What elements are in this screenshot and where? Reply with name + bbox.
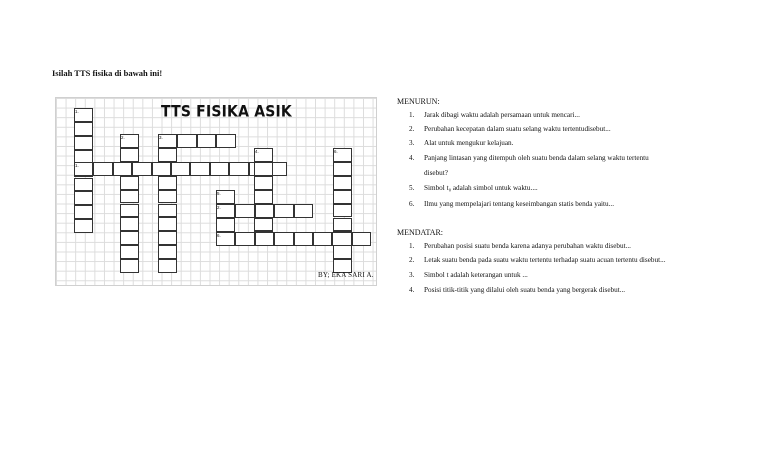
crossword-cell[interactable] [332,232,351,246]
clue-number-label: 6. [217,233,221,238]
crossword-cell[interactable] [190,162,209,176]
crossword-cell[interactable] [235,232,254,246]
crossword-cell[interactable] [333,204,352,218]
crossword-cell[interactable] [113,162,132,176]
crossword-cell[interactable] [216,134,235,148]
crossword-cell[interactable] [333,218,352,232]
crossword-cell[interactable] [158,176,177,190]
crossword-cell[interactable] [294,204,313,218]
crossword-cell[interactable] [352,232,371,246]
puzzle-title: TTS FISIKA ASIK [161,102,292,122]
crossword-cell[interactable] [120,259,139,273]
clues-across-heading: MENDATAR: [397,228,444,237]
crossword-cell[interactable] [158,217,177,231]
crossword-cell[interactable] [120,190,139,204]
crossword-cell[interactable] [120,245,139,259]
crossword-cell[interactable] [74,191,93,205]
crossword-cell[interactable] [171,162,190,176]
clue-number-label: 2. [217,205,221,210]
clues-down: MENURUN: 1. Jarak dibagi waktu adalah persamaan untuk mencari... 2. Perubahan kecepatan dalam suatu selang waktu tertentudisebut... 3. Alat untuk mengukur kelajuan. 4. Panjang lintasan yang ditempuh oleh suatu benda dalam selang waktu tertentu disebut? 5. Simbol t₀ adalah simbol untuk waktu.... 6. Ilmu yang mempelajari tentang keseimbangan statis benda yaitu... [397,97,649,208]
clue-number-label: 1. [75,163,79,168]
crossword-cell[interactable] [158,190,177,204]
crossword-cell[interactable] [93,162,112,176]
crossword-cell[interactable] [120,217,139,231]
instruction-text: Isilah TTS fisika di bawah ini! [52,68,163,78]
crossword-cell[interactable] [313,232,332,246]
crossword-cell[interactable] [120,176,139,190]
crossword-cell[interactable] [235,204,254,218]
crossword-cell[interactable] [197,134,216,148]
crossword-puzzle [55,97,377,286]
crossword-cell[interactable] [120,231,139,245]
crossword-cell[interactable] [158,204,177,218]
crossword-cell[interactable] [333,190,352,204]
puzzle-byline: BY; EKA SARI A. [318,271,374,279]
crossword-cell[interactable] [158,259,177,273]
clue-number-label: 5. [217,191,221,196]
crossword-cell[interactable] [158,245,177,259]
crossword-cell[interactable] [158,148,177,162]
clue-number-label: 3. [159,135,163,140]
crossword-cell[interactable] [120,148,139,162]
crossword-cell[interactable] [210,162,229,176]
crossword-cell[interactable] [74,122,93,136]
crossword-cell[interactable] [74,178,93,192]
crossword-cell[interactable] [74,219,93,233]
crossword-cell[interactable] [254,190,273,204]
crossword-cell[interactable] [229,162,248,176]
clues-down-heading: MENURUN: [397,97,440,106]
clues-across: MENDATAR: 1. Perubahan posisi suatu benda karena adanya perubahan waktu disebut... 2. Letak suatu benda pada suatu waktu tertentu terhadap suatu acuan tertentu disebut... 3. Simbol t adalah keterangan untuk ... 4. Posisi titik-titik yang dilalui oleh suatu benda yang bergerak disebut... [397,228,666,294]
crossword-cell[interactable] [294,232,313,246]
crossword-cell[interactable] [74,205,93,219]
crossword-cell[interactable] [255,232,274,246]
crossword-cell[interactable] [255,204,274,218]
clue-number-label: 2. [121,135,125,140]
crossword-cell[interactable] [254,162,273,176]
crossword-cell[interactable] [177,134,196,148]
crossword-cell[interactable] [152,162,171,176]
crossword-cell[interactable] [254,218,273,232]
crossword-cell[interactable] [120,204,139,218]
crossword-cell[interactable] [132,162,151,176]
crossword-cell[interactable] [333,162,352,176]
crossword-cell[interactable] [274,204,293,218]
crossword-cell[interactable] [158,231,177,245]
crossword-cell[interactable] [333,176,352,190]
crossword-cell[interactable] [216,218,235,232]
crossword-cell[interactable] [274,232,293,246]
crossword-cell[interactable] [74,136,93,150]
clue-number-label: 1. [75,109,79,114]
crossword-cell[interactable] [254,176,273,190]
clue-number-label: 6. [334,149,338,154]
clue-number-label: 4. [255,149,259,154]
crossword-cell[interactable] [333,245,352,259]
